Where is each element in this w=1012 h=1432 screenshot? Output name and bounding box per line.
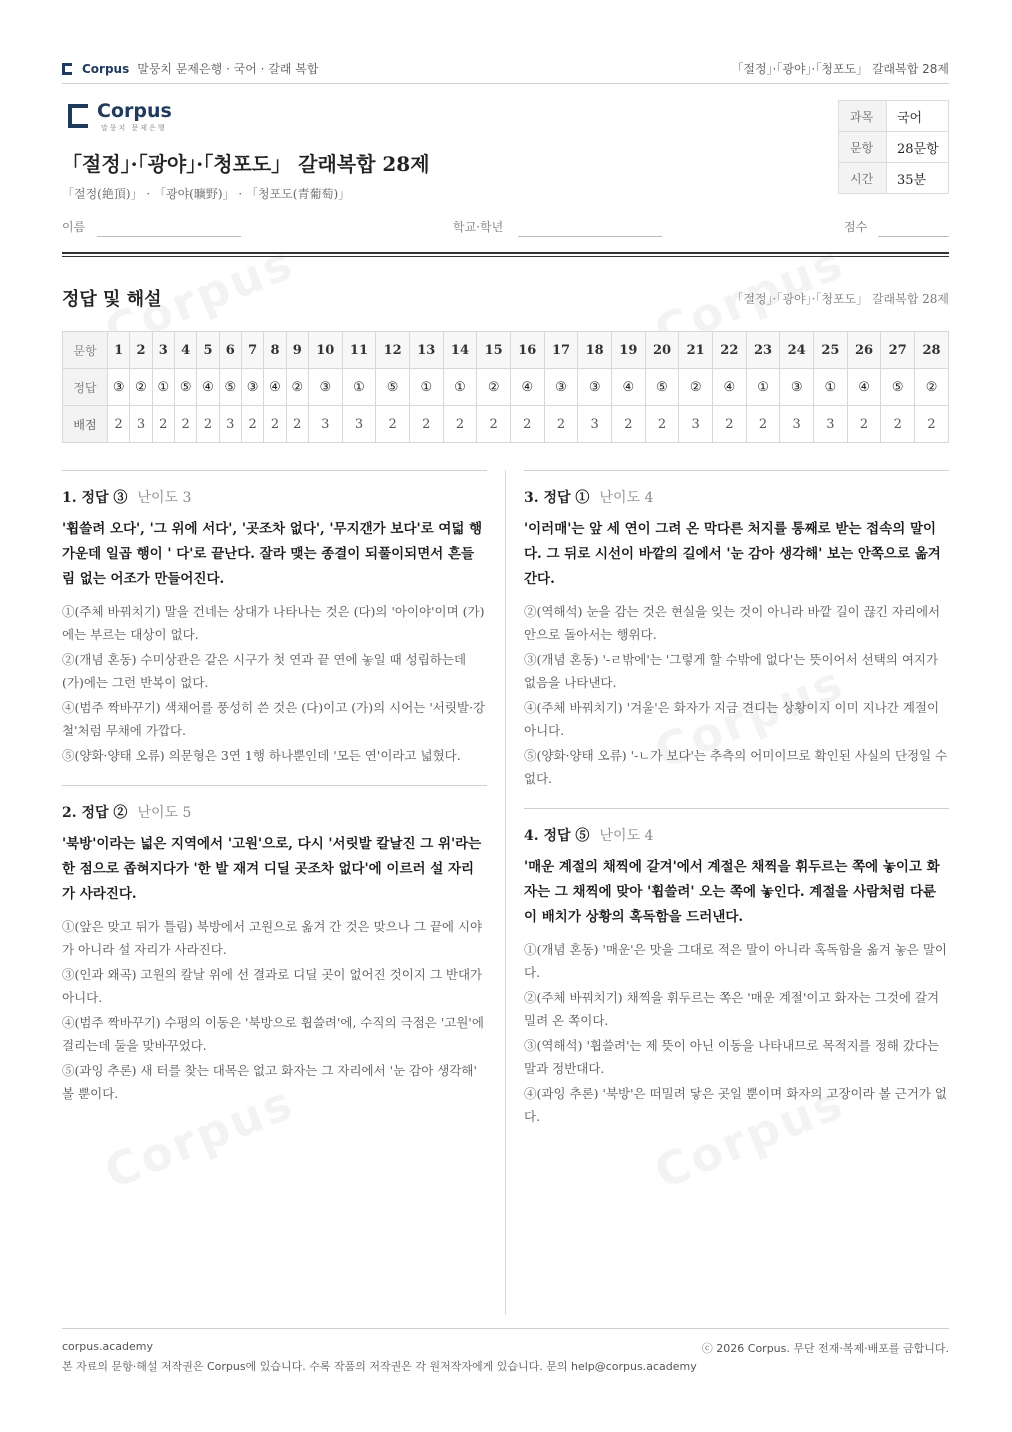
difficulty-label: 난이도 4	[599, 490, 654, 506]
top-header-bar	[62, 58, 949, 84]
question-number-cell: 6	[219, 332, 241, 369]
distractor-explanation: ①(주체 바꿔치기) 말을 건네는 상대가 나타나는 것은 (다)의 '아이야'이며 (가)에는 부르는 대상이 없다.	[62, 604, 485, 642]
question-number-cell: 1	[108, 332, 130, 369]
question-number-cell: 5	[197, 332, 219, 369]
distractor-explanation: ②(주체 바꿔치기) 채찍을 휘두르는 쪽은 '매운 계절'이고 화자는 그것에 갈겨 밀려 온 쪽이다.	[524, 990, 940, 1028]
score-cell: 2	[286, 406, 308, 443]
row-label-score: 배점	[63, 406, 108, 443]
score-cell: 2	[409, 406, 443, 443]
question-number-cell: 18	[578, 332, 612, 369]
answer-cell: ④	[510, 369, 544, 406]
question-number-cell: 22	[713, 332, 747, 369]
answer-cell: ③	[241, 369, 263, 406]
score-cell: 2	[376, 406, 410, 443]
score-cell: 3	[308, 406, 342, 443]
question-number-cell: 25	[814, 332, 848, 369]
question-number-cell: 14	[443, 332, 477, 369]
answer-table-row-answers	[63, 369, 949, 406]
distractor-explanation: ②(역해석) 눈을 감는 것은 현실을 잊는 것이 아니라 바깥 길이 끊긴 자리에서 안으로 돌아서는 행위다.	[524, 604, 941, 642]
question-number-cell: 12	[376, 332, 410, 369]
answer-cell: ④	[264, 369, 286, 406]
logo-name: Corpus	[97, 100, 172, 122]
meta-row	[839, 163, 949, 194]
score-cell: 2	[264, 406, 286, 443]
question-number-cell: 21	[679, 332, 713, 369]
answer-cell: ④	[713, 369, 747, 406]
score-cell: 3	[219, 406, 241, 443]
question-answer-label: 1. 정답 ③	[62, 490, 128, 506]
score-cell: 2	[713, 406, 747, 443]
question-number-cell: 17	[544, 332, 578, 369]
question-number-cell: 15	[477, 332, 511, 369]
score-cell: 2	[915, 406, 949, 443]
answer-cell: ③	[578, 369, 612, 406]
question-number-cell: 23	[746, 332, 780, 369]
corpus-mini-logo-icon	[62, 63, 72, 75]
score-field-line[interactable]	[878, 236, 949, 237]
distractor-explanation: ①(개념 혼동) '매운'은 맛을 그대로 적은 말이 아니라 혹독함을 옮겨 놓은 말이다.	[524, 942, 948, 980]
question-number-cell: 3	[152, 332, 174, 369]
answer-table-row-numbers	[63, 332, 949, 369]
score-cell: 2	[108, 406, 130, 443]
distractor-explanation: ③(인과 왜곡) 고원의 칼날 위에 선 결과로 디딜 곳이 없어진 것이지 그 반대가 아니다.	[62, 967, 483, 1005]
score-cell: 2	[174, 406, 196, 443]
grade-label: 학교·학년	[453, 220, 504, 234]
meta-key: 시간	[839, 163, 887, 194]
exam-meta-table	[838, 100, 949, 194]
score-cell: 2	[544, 406, 578, 443]
explanation-block	[62, 470, 487, 767]
difficulty-label: 난이도 5	[137, 805, 192, 821]
question-number-cell: 4	[174, 332, 196, 369]
explanation-block	[62, 785, 487, 1105]
answer-cell: ③	[544, 369, 578, 406]
distractor-explanation: ⑤(양화·양태 오류) '-ㄴ가 보다'는 추측의 어미이므로 확인된 사실의 단정일 수 없다.	[524, 748, 948, 786]
answer-cell: ①	[152, 369, 174, 406]
question-number-cell: 8	[264, 332, 286, 369]
explanation-lead: '이러매'는 앞 세 연이 그려 온 막다른 처지를 통째로 받는 접속의 말이다. 그 뒤로 시선이 바깥의 길에서 '눈 감아 생각해' 보는 안쪽으로 옮겨 간다.	[524, 521, 941, 587]
answer-cell: ③	[308, 369, 342, 406]
question-number-cell: 7	[241, 332, 263, 369]
explanations-right-column	[524, 470, 949, 1146]
score-cell: 2	[152, 406, 174, 443]
distractor-explanation: ②(개념 혼동) 수미상관은 같은 시구가 첫 연과 끝 연에 놓일 때 성립하는데 (가)에는 그런 반복이 없다.	[62, 652, 467, 690]
distractor-explanation: ③(개념 혼동) '-ㄹ밖에'는 '그렇게 할 수밖에 없다'는 뜻이어서 선택의 여지가 없음을 나타낸다.	[524, 652, 939, 690]
row-label-answer: 정답	[63, 369, 108, 406]
answer-cell: ③	[780, 369, 814, 406]
answer-cell: ⑤	[645, 369, 679, 406]
row-label-number: 문항	[63, 332, 108, 369]
distractor-explanation: ④(과잉 추론) '북방'은 떠밀려 닿은 곳일 뿐이며 화자의 고장이라 볼 근거가 없다.	[524, 1086, 948, 1124]
question-number-cell: 2	[130, 332, 152, 369]
footer-divider	[62, 1328, 949, 1329]
question-number-cell: 26	[847, 332, 881, 369]
question-number-cell: 10	[308, 332, 342, 369]
answer-cell: ②	[477, 369, 511, 406]
question-number-cell: 9	[286, 332, 308, 369]
answer-cell: ①	[409, 369, 443, 406]
top-breadcrumb: 말뭉치 문제은행 · 국어 · 갈래 복합	[137, 62, 319, 76]
answer-table-row-scores	[63, 406, 949, 443]
score-cell: 3	[342, 406, 376, 443]
document-subtitle: 「절정(絶頂)」 · 「광야(曠野)」 · 「청포도(青葡萄)」	[62, 187, 351, 201]
top-header-right-title: 「절정」·「광야」·「청포도」 갈래복합 28제	[731, 62, 949, 76]
question-number-cell: 13	[409, 332, 443, 369]
meta-value: 국어	[887, 101, 949, 132]
answer-cell: ⑤	[174, 369, 196, 406]
grade-field-line[interactable]	[518, 236, 662, 237]
score-cell: 2	[197, 406, 219, 443]
section-right-title: 「절정」·「광야」·「청포도」 갈래복합 28제	[731, 292, 949, 306]
question-answer-label: 3. 정답 ①	[524, 490, 590, 506]
score-cell: 2	[645, 406, 679, 443]
footer-notice: 본 자료의 문항·해설 저작권은 Corpus에 있습니다. 수록 작품의 저작권은 각 원저작자에게 있습니다. 문의 help@corpus.academy	[62, 1360, 697, 1373]
answer-cell: ④	[197, 369, 219, 406]
explanation-lead: '매운 계절의 채찍에 갈겨'에서 계절은 채찍을 휘두르는 쪽에 놓이고 화자는 그 채찍에 맞아 '휩쓸려' 오는 쪽에 놓인다. 계절을 사람처럼 다룬 이 배치가 상황의 혹독함을 드러낸다.	[524, 859, 940, 925]
document-title: 「절정」·「광야」·「청포도」 갈래복합 28제	[62, 152, 430, 176]
footer-copyright: ⓒ 2026 Corpus. 무단 전재·복제·배포를 금합니다.	[701, 1342, 949, 1355]
answer-cell: ⑤	[881, 369, 915, 406]
logo-subtitle: 말뭉치 문제은행	[101, 124, 167, 132]
explanation-block	[524, 470, 949, 790]
explanation-lead: '휩쓸려 오다', '그 위에 서다', '곳조차 없다', '무지갠가 보다'로 여덟 행 가운데 일곱 행이 ' 다'로 끝난다. 잘라 맺는 종결이 되풀이되면서 흔들림 없는 어조가 만들어진다.	[62, 521, 483, 587]
name-field-line[interactable]	[97, 236, 241, 237]
footer-site: corpus.academy	[62, 1340, 153, 1353]
answer-cell: ①	[814, 369, 848, 406]
answer-cell: ⑤	[376, 369, 410, 406]
distractor-explanation: ③(역해석) '휩쓸려'는 제 뜻이 아닌 이동을 나타내므로 목적지를 정해 갔다는 말과 정반대다.	[524, 1038, 940, 1076]
score-cell: 3	[679, 406, 713, 443]
distractor-explanation: ①(앞은 맞고 뒤가 틀림) 북방에서 고원으로 옮겨 간 것은 맞으나 그 끝에 시야가 아니라 설 자리가 사라진다.	[62, 919, 483, 957]
question-number-cell: 20	[645, 332, 679, 369]
corpus-logo-icon	[68, 104, 88, 128]
difficulty-label: 난이도 4	[599, 828, 654, 844]
answer-cell: ②	[130, 369, 152, 406]
explanation-lead: '북방'이라는 넓은 지역에서 '고원'으로, 다시 '서릿발 칼날진 그 위'라는 한 점으로 좁혀지다가 '한 발 재겨 디딜 곳조차 없다'에 이르러 설 자리가 사라진다.	[62, 836, 482, 902]
score-cell: 3	[130, 406, 152, 443]
question-number-cell: 28	[915, 332, 949, 369]
name-label: 이름	[62, 220, 86, 234]
meta-key: 과목	[839, 101, 887, 132]
explanation-block	[524, 808, 949, 1128]
column-divider	[505, 470, 506, 1315]
explanations-left-column	[62, 470, 487, 1123]
corpus-logo	[68, 102, 172, 133]
answer-cell: ①	[443, 369, 477, 406]
explanation-heading	[62, 802, 487, 822]
score-cell: 3	[814, 406, 848, 443]
score-cell: 2	[847, 406, 881, 443]
answer-cell: ②	[915, 369, 949, 406]
distractor-explanation: ④(범주 짝바꾸기) 색채어를 풍성히 쓴 것은 (다)이고 (가)의 시어는 '서릿발·강철'처럼 무채에 가깝다.	[62, 700, 486, 738]
explanation-heading	[62, 487, 487, 507]
distractor-explanation: ⑤(과잉 추론) 새 터를 찾는 대목은 없고 화자는 그 자리에서 '눈 감아 생각해' 볼 뿐이다.	[62, 1063, 477, 1101]
question-number-cell: 24	[780, 332, 814, 369]
meta-key: 문항	[839, 132, 887, 163]
meta-row	[839, 132, 949, 163]
question-number-cell: 27	[881, 332, 915, 369]
score-cell: 2	[746, 406, 780, 443]
score-cell: 2	[612, 406, 646, 443]
section-title: 정답 및 해설	[62, 289, 162, 310]
meta-value: 28문항	[887, 132, 949, 163]
score-cell: 3	[780, 406, 814, 443]
answer-cell: ⑤	[219, 369, 241, 406]
question-number-cell: 11	[342, 332, 376, 369]
question-answer-label: 4. 정답 ⑤	[524, 828, 590, 844]
meta-value: 35분	[887, 163, 949, 194]
score-cell: 2	[881, 406, 915, 443]
answer-table	[62, 331, 949, 443]
top-brand: Corpus	[82, 61, 130, 76]
score-cell: 2	[443, 406, 477, 443]
distractor-explanation: ④(주체 바꿔치기) '겨울'은 화자가 지금 견디는 상황이지 이미 지나간 계절이 아니다.	[524, 700, 940, 738]
distractor-explanation: ④(범주 짝바꾸기) 수평의 이동은 '북방으로 휩쓸려'에, 수직의 극점은 '고원'에 걸리는데 둘을 맞바꾸었다.	[62, 1015, 484, 1053]
answer-cell: ②	[679, 369, 713, 406]
score-cell: 2	[510, 406, 544, 443]
score-cell: 2	[241, 406, 263, 443]
difficulty-label: 난이도 3	[137, 490, 192, 506]
score-cell: 3	[578, 406, 612, 443]
top-header-left	[62, 60, 318, 77]
distractor-explanation: ⑤(양화·양태 오류) 의문형은 3연 1행 하나뿐인데 '모든 연'이라고 넓혔다.	[62, 748, 461, 763]
explanation-heading	[524, 825, 949, 845]
answer-cell: ②	[286, 369, 308, 406]
answer-cell: ④	[847, 369, 881, 406]
explanation-heading	[524, 487, 949, 507]
question-answer-label: 2. 정답 ②	[62, 805, 128, 821]
answer-cell: ④	[612, 369, 646, 406]
answer-cell: ③	[108, 369, 130, 406]
answer-cell: ①	[746, 369, 780, 406]
question-number-cell: 16	[510, 332, 544, 369]
score-cell: 2	[477, 406, 511, 443]
meta-row	[839, 101, 949, 132]
question-number-cell: 19	[612, 332, 646, 369]
answer-cell: ①	[342, 369, 376, 406]
score-label: 점수	[844, 220, 868, 234]
